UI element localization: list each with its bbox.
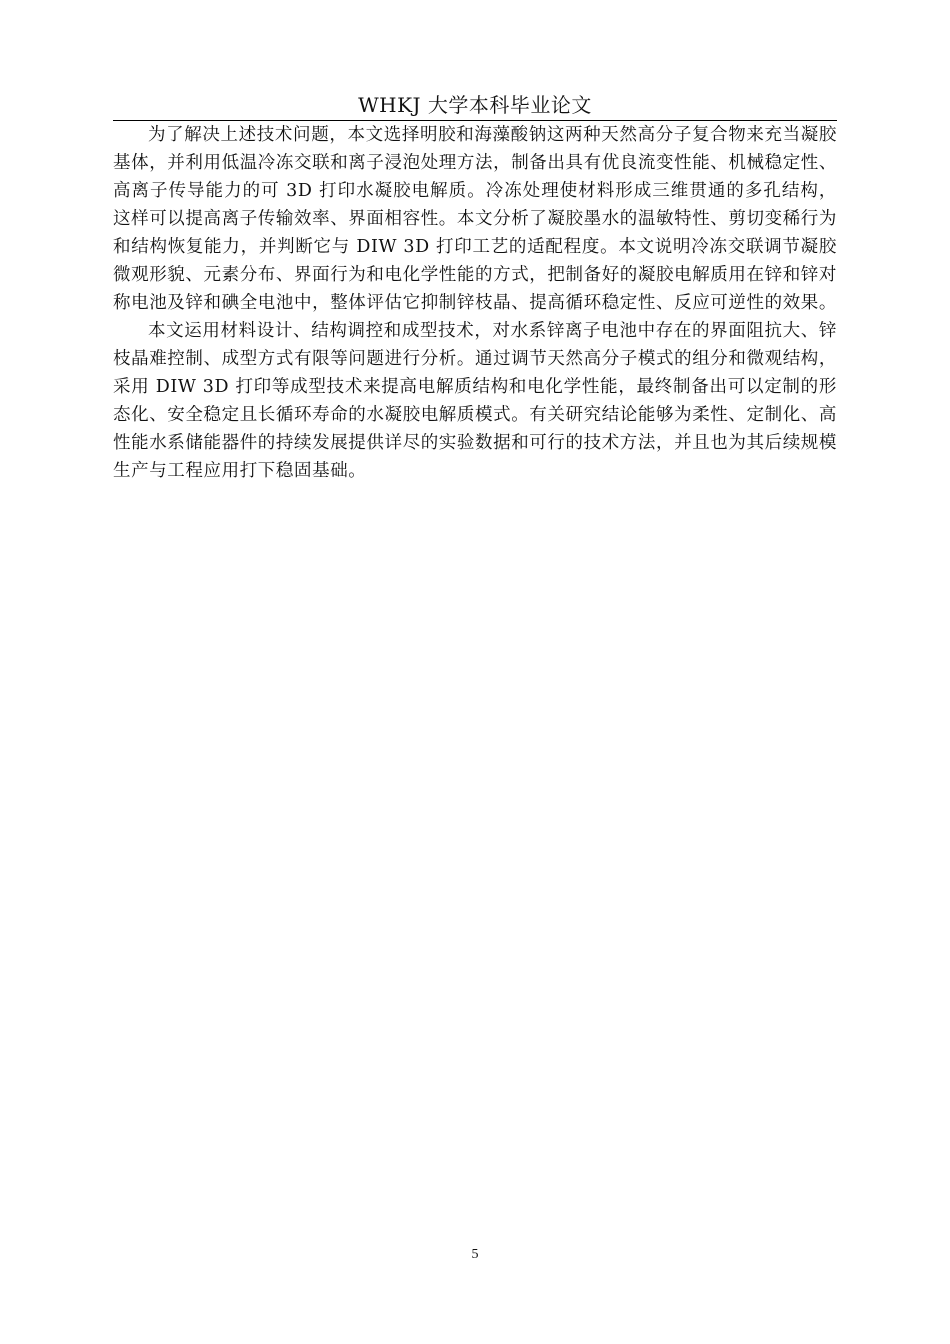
page-number: 5 <box>471 1247 479 1262</box>
running-header: WHKJ 大学本科毕业论文 <box>358 93 592 117</box>
paragraph-1: 为了解决上述技术问题，本文选择明胶和海藻酸钠这两种天然高分子复合物来充当凝胶基体，并利用低温冷冻交联和离子浸泡处理方法，制备出具有优良流变性能、机械稳定性、高离子传导能力的可 3D 打印水凝胶电解质。冷冻处理使材料形成三维贯通的多孔结构，这样可以提高离子传输效率、界面相容性。本文分析了凝胶墨水的温敏特性、剪切变稀行为和结构恢复能力，并判断它与 DIW 3D 打印工艺的适配程度。本文说明冷冻交联调节凝胶微观形貌、元素分布、界面行为和电化学性能的方式，把制备好的凝胶电解质用在锌和锌对称电池及锌和碘全电池中，整体评估它抑制锌枝晶、提高循环稳定性、反应可逆性的效果。 <box>113 125 837 313</box>
body-text <box>113 121 837 485</box>
paragraph-2: 本文运用材料设计、结构调控和成型技术，对水系锌离子电池中存在的界面阻抗大、锌枝晶难控制、成型方式有限等问题进行分析。通过调节天然高分子模式的组分和微观结构，采用 DIW 3D 打印等成型技术来提高电解质结构和电化学性能，最终制备出可以定制的形态化、安全稳定且长循环寿命的水凝胶电解质模式。有关研究结论能够为柔性、定制化、高性能水系储能器件的持续发展提供详尽的实验数据和可行的技术方法，并且也为其后续规模生产与工程应用打下稳固基础。 <box>113 321 837 481</box>
